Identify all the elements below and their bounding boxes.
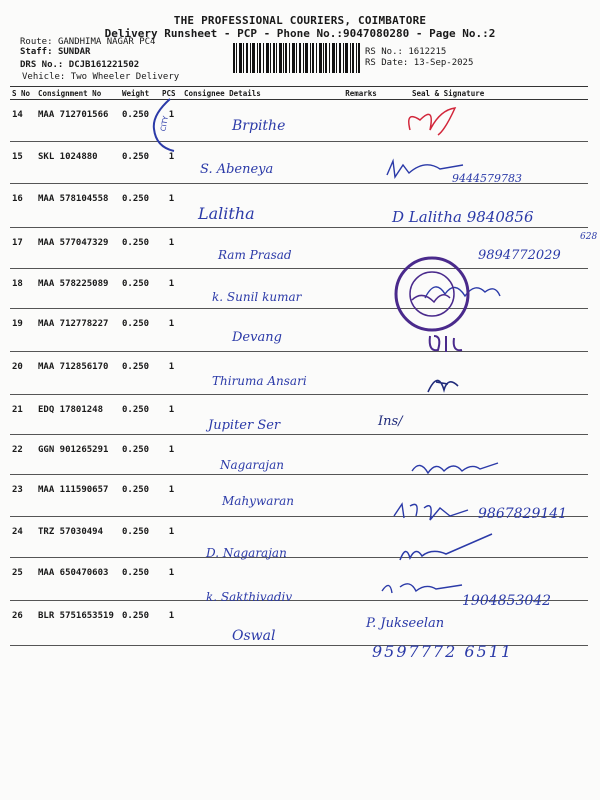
consignment-cell: MAA 712778227: [36, 309, 120, 352]
consignee-name-handwritten: Devang: [232, 330, 282, 345]
sno-cell: 25: [10, 558, 36, 601]
consignee-name-handwritten: D. Nagarajan: [206, 546, 287, 560]
blue-stamp-icon: [148, 95, 178, 155]
weight-cell: 0.250: [120, 601, 160, 646]
signature-25-icon: [376, 575, 466, 600]
signature-15-icon: [385, 155, 465, 183]
signature-23-icon: [390, 496, 475, 526]
consignment-cell: MAA 111590657: [36, 475, 120, 517]
col-weight: Weight: [120, 87, 160, 100]
barcode-icon: [233, 43, 360, 73]
table-row: [10, 100, 588, 142]
drs-line: DRS No.: DCJB161221502: [20, 60, 140, 70]
sno-cell: 23: [10, 475, 36, 517]
rs-no-line: RS No.: 1612215: [365, 47, 447, 57]
consignee-name-handwritten: S. Abeneya: [200, 162, 274, 177]
weight-cell: 0.250: [120, 309, 160, 352]
table-row: [10, 435, 588, 475]
col-sno: S No: [10, 87, 36, 100]
pcs-cell: 1: [160, 517, 182, 558]
sno-cell: 16: [10, 184, 36, 228]
company-title: THE PROFESSIONAL COURIERS, COIMBATORE: [173, 14, 427, 27]
table-row: [10, 352, 588, 395]
weight-cell: 0.250: [120, 475, 160, 517]
seal-text-26b: 9597772 6511: [372, 642, 514, 661]
seal-phone-17: 9894772029: [478, 248, 561, 263]
signature-20-icon: [418, 368, 468, 398]
weight-cell: 0.250: [120, 352, 160, 395]
table-header-row: [10, 87, 588, 100]
signature-22-icon: [410, 455, 500, 480]
consignee-name-handwritten: k. Sakthivadiv: [206, 590, 293, 604]
sno-cell: 19: [10, 309, 36, 352]
seal-phone-23: 9867829141: [478, 506, 568, 522]
remarks-cell: [332, 517, 390, 558]
col-pcs: PCS: [160, 87, 182, 100]
seal-phone-25: 1904853042: [462, 593, 552, 609]
weight-cell: 0.250: [120, 517, 160, 558]
seal-cell: [390, 395, 588, 435]
weight-cell: 0.250: [120, 435, 160, 475]
sno-cell: 24: [10, 517, 36, 558]
table-row: [10, 395, 588, 435]
pcs-cell: 1: [160, 309, 182, 352]
pcs-cell: 1: [160, 269, 182, 309]
seal-text-21: Ins/: [378, 414, 403, 429]
svg-text:CITY: CITY: [159, 115, 170, 132]
remarks-cell: [332, 142, 390, 184]
courier-seal-icon: [392, 250, 472, 340]
vehicle-line: Vehicle: Two Wheeler Delivery: [22, 72, 180, 82]
consignment-cell: GGN 901265291: [36, 435, 120, 475]
consignee-name-handwritten: Nagarajan: [220, 458, 284, 472]
seal-text-16b: 628: [580, 232, 598, 242]
pcs-cell: 1: [160, 475, 182, 517]
consignment-cell: SKL 1024880: [36, 142, 120, 184]
red-signature-icon: [400, 100, 470, 140]
pcs-cell: 1: [160, 352, 182, 395]
consignment-cell: EDQ 17801248: [36, 395, 120, 435]
route-line: Route: GANDHIMA NAGAR PC4: [20, 37, 156, 47]
col-remarks: Remarks: [332, 87, 390, 100]
consignment-cell: BLR 5751653519: [36, 601, 120, 646]
sno-cell: 22: [10, 435, 36, 475]
sno-cell: 26: [10, 601, 36, 646]
weight-cell: 0.250: [120, 558, 160, 601]
consignee-name-handwritten: Oswal: [232, 628, 276, 644]
consignment-cell: MAA 578104558: [36, 184, 120, 228]
pcs-cell: 1: [160, 601, 182, 646]
remarks-cell: [332, 475, 390, 517]
sno-cell: 20: [10, 352, 36, 395]
pcs-cell: 1: [160, 228, 182, 269]
consignee-name-handwritten: Brpithe: [232, 118, 286, 134]
table-row: [10, 517, 588, 558]
pcs-cell: 1: [160, 100, 182, 142]
weight-cell: 0.250: [120, 228, 160, 269]
remarks-cell: [332, 435, 390, 475]
consignee-name-handwritten: Thiruma Ansari: [212, 374, 307, 388]
sno-cell: 17: [10, 228, 36, 269]
consignee-name-handwritten: Mahywaran: [222, 494, 294, 508]
weight-cell: 0.250: [120, 184, 160, 228]
seal-phone-15: 9444579783: [452, 172, 522, 185]
pcs-cell: 1: [160, 435, 182, 475]
remarks-cell: [332, 184, 390, 228]
consignment-cell: MAA 650470603: [36, 558, 120, 601]
weight-cell: 0.250: [120, 395, 160, 435]
pcs-cell: 1: [160, 395, 182, 435]
pcs-cell: 1: [160, 142, 182, 184]
seal-text-26a: P. Jukseelan: [366, 616, 445, 631]
pcs-cell: 1: [160, 558, 182, 601]
consignee-name-handwritten: Lalitha: [198, 204, 255, 223]
sno-cell: 15: [10, 142, 36, 184]
runsheet-subtitle: Delivery Runsheet - PCP - Phone No.:9047080280 - Page No.:2: [104, 27, 496, 40]
table-row: [10, 309, 588, 352]
consignee-name-handwritten: Ram Prasad: [218, 248, 292, 262]
sno-cell: 21: [10, 395, 36, 435]
remarks-cell: [332, 228, 390, 269]
rs-date-line: RS Date: 13-Sep-2025: [365, 58, 474, 68]
consignee-name-handwritten: k. Sunil kumar: [212, 290, 302, 304]
sno-cell: 18: [10, 269, 36, 309]
col-consignment: Consignment No: [36, 87, 120, 100]
consignee-name-handwritten: Jupiter Ser: [208, 418, 281, 433]
weight-cell: 0.250: [120, 142, 160, 184]
pcs-cell: 1: [160, 184, 182, 228]
remarks-cell: [332, 352, 390, 395]
remarks-cell: [332, 100, 390, 142]
staff-line: Staff: SUNDAR: [20, 47, 91, 57]
consignment-cell: MAA 578225089: [36, 269, 120, 309]
details-cell: [182, 352, 332, 395]
seal-text-16: D Lalitha 9840856: [392, 208, 534, 226]
signature-24-icon: [396, 530, 496, 570]
consignment-cell: MAA 577047329: [36, 228, 120, 269]
purple-mark-icon: [424, 330, 464, 358]
sno-cell: 14: [10, 100, 36, 142]
col-details: Consignee Details: [182, 87, 332, 100]
col-seal: Seal & Signature: [390, 87, 588, 100]
remarks-cell: [332, 309, 390, 352]
consignment-cell: MAA 712856170: [36, 352, 120, 395]
weight-cell: 0.250: [120, 269, 160, 309]
remarks-cell: [332, 269, 390, 309]
consignment-cell: TRZ 57030494: [36, 517, 120, 558]
consignment-cell: MAA 712701566: [36, 100, 120, 142]
runsheet-table: [10, 86, 588, 646]
weight-cell: 0.250: [120, 100, 160, 142]
